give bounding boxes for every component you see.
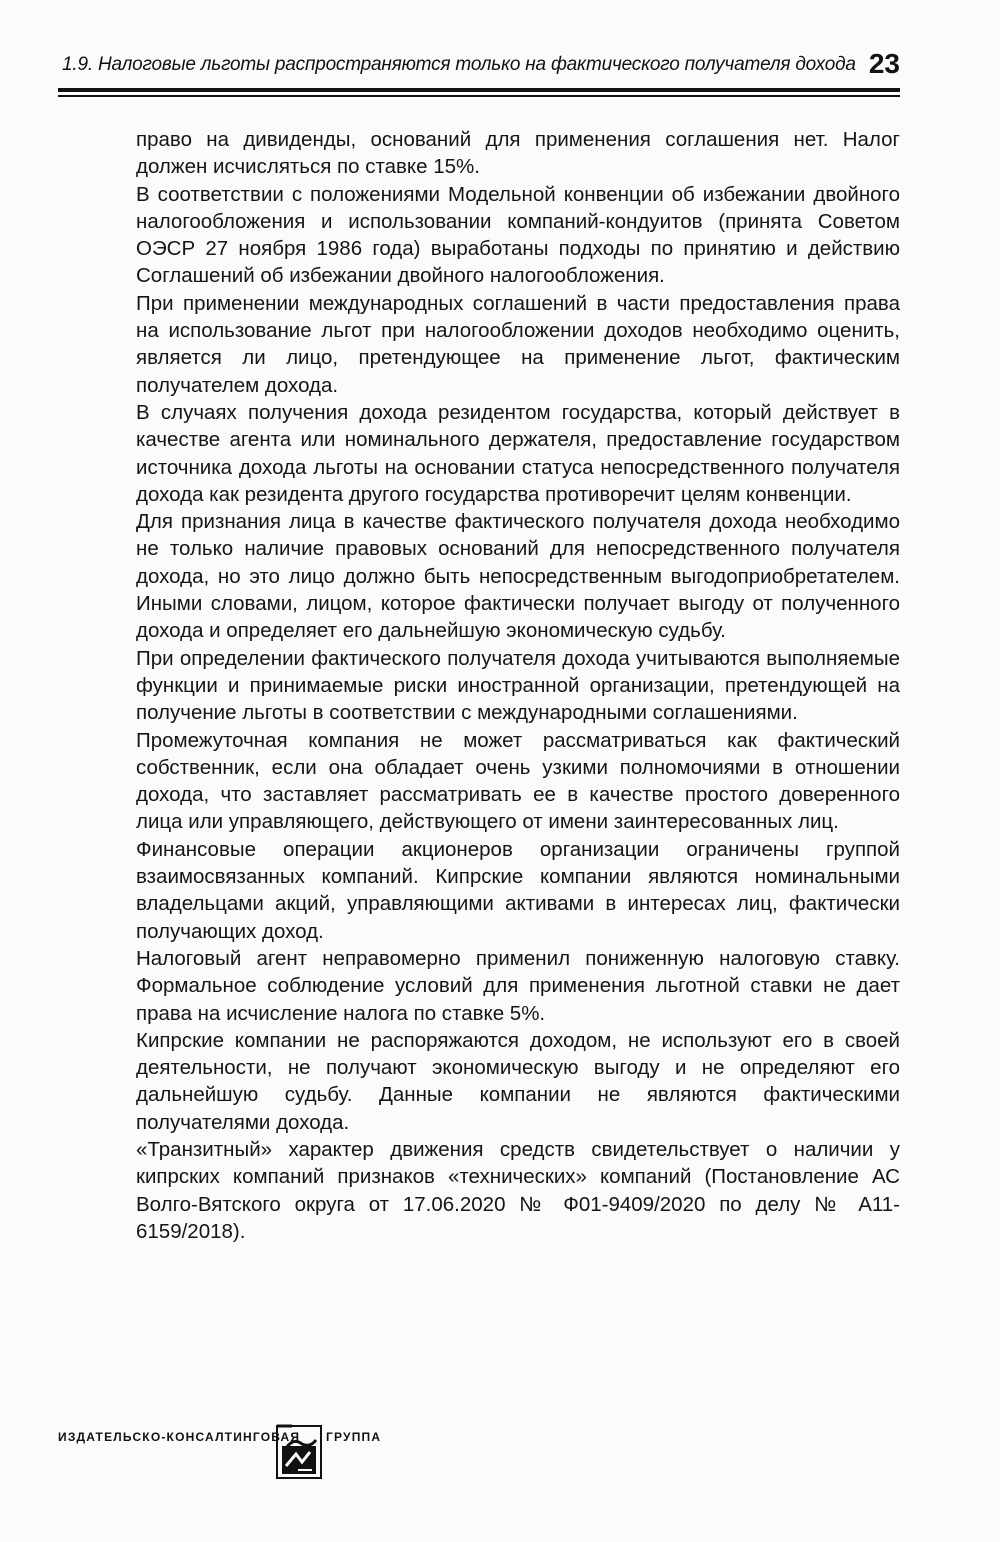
paragraph: В соответствии с положениями Модельной конвенции об избежании двойного налогообложения и использовании компаний-кондуитов (принята Советом ОЭСР 27 ноября 1986 года) выработаны подходы по принятию и действию Соглашений об избежании двойного налогообложения. <box>136 182 900 288</box>
paragraph: Промежуточная компания не может рассматриваться как фактический собственник, если она обладает очень узкими полномочиями в отношении дохода, что заставляет рассматривать ее в качестве простого доверенного лица или управляющего, действующего от имени заинтересованных лиц. <box>136 728 900 834</box>
paragraph: Для признания лица в качестве фактического получателя дохода необходимо не только наличие правовых оснований для непосредственного получателя дохода, но это лицо должно быть непосредственным выгодоприобретателем. Иными словами, лицом, которое фактически получает выгоду от полученного дохода и определяет его дальнейшую экономическую судьбу. <box>136 510 900 643</box>
running-header <box>58 48 902 88</box>
paragraph: При определении фактического получателя дохода учитываются выполняемые функции и принимаемые риски иностранной организации, претендующей на получение льготы в соответствии с международными соглашениями. <box>136 646 900 725</box>
publisher-footer <box>58 1420 458 1490</box>
paragraph: Кипрские компании не распоряжаются доходом, не используют его в своей деятельности, не получают экономическую выгоду и не определяют его дальнейшую судьбу. Данные компании не являются фактическими получателями дохода. <box>136 1028 900 1134</box>
paragraph: право на дивиденды, оснований для применения соглашения нет. Налог должен исчисляться по ставке 15%. <box>136 128 900 179</box>
paragraph: «Транзитный» характер движения средств свидетельствует о наличии у кипрских компаний признаков «технических» компаний (Постановление АС Волго-Вятского округа от 17.06.2020 № Ф01-9409/2020 по делу № А11-6159/2018). <box>136 1137 900 1243</box>
publisher-name-left: ИЗДАТЕЛЬСКО-КОНСАЛТИНГОВАЯ <box>58 1430 301 1444</box>
header-rule-thin <box>58 95 900 97</box>
paragraph: Налоговый агент неправомерно применил пониженную налоговую ставку. Формальное соблюдение условий для применения льготной ставки не дает права на исчисление налога по ставке 5%. <box>136 946 900 1025</box>
publisher-logo-icon <box>276 1422 322 1480</box>
header-rule-thick <box>58 88 900 92</box>
paragraph: Финансовые операции акционеров организации ограничены группой взаимосвязанных компаний. Кипрские компании являются номинальными владельцами акций, управляющими активами в интересах лиц, фактически получающих доход. <box>136 837 900 943</box>
paragraph: При применении международных соглашений в части предоставления права на использование льгот при налогообложении доходов необходимо оценить, является ли лицо, претендующее на применение льгот, фактическим получателем дохода. <box>136 291 900 397</box>
page-number: 23 <box>868 48 900 79</box>
running-header-title: 1.9. Налоговые льготы распространяются только на фактического получателя дохода <box>62 54 856 75</box>
paragraph: В случаях получения дохода резидентом государства, который действует в качестве агента или номинального держателя, предоставление государством источника дохода льготы на основании статуса непосредственного получателя дохода как резидента другого государства противоречит целям конвенции. <box>136 400 900 506</box>
body-text <box>136 126 900 1245</box>
publisher-name-right: ГРУППА <box>326 1430 382 1444</box>
